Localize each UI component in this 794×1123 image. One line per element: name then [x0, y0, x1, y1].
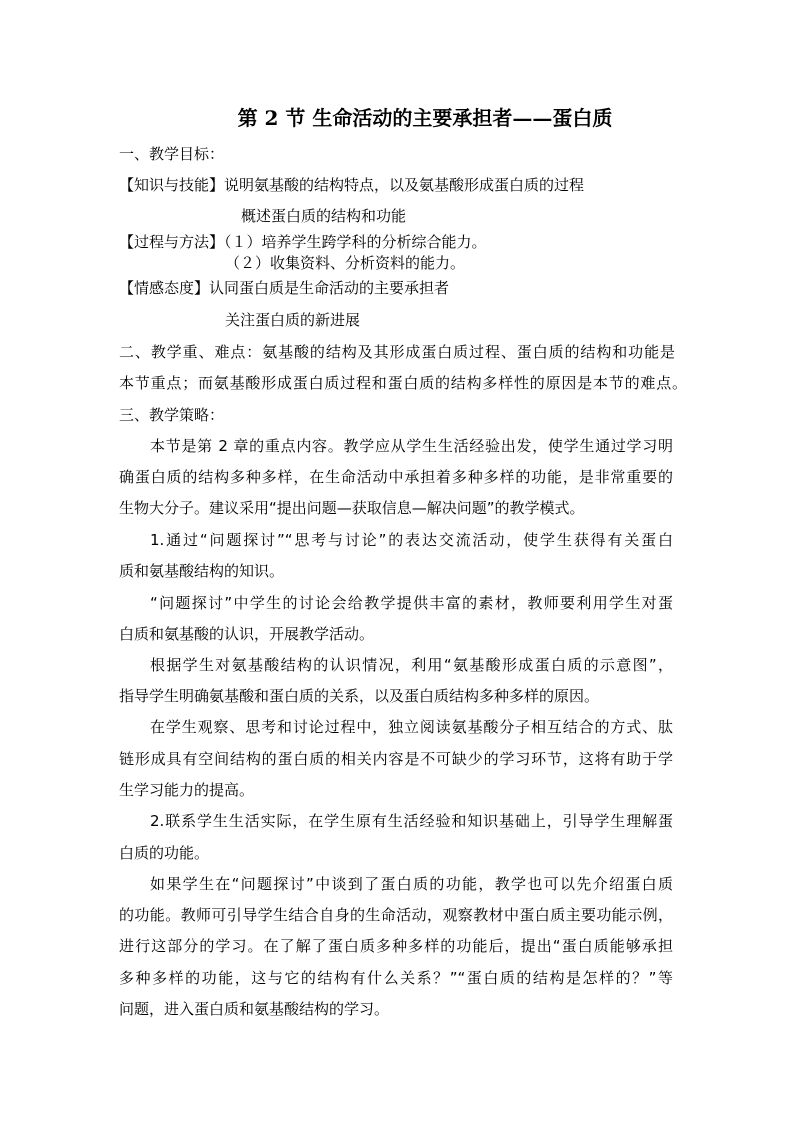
paragraph-line: 在学生观察、思考和讨论过程中，独立阅读氨基酸分子相互结合的方式、肽 — [150, 718, 673, 736]
paragraph-line: 的功能。教师可引导学生结合自身的生命活动，观察教材中蛋白质主要功能示例， — [119, 906, 673, 924]
paragraph-line: 进行这部分的学习。在了解了蛋白质多种多样的功能后，提出“蛋白质能够承担 — [119, 937, 673, 955]
emotion-attitude-item: 关注蛋白质的新进展 — [225, 311, 361, 329]
knowledge-skills-label: 【知识与技能】 — [119, 176, 225, 194]
emotion-attitude-line — [119, 277, 449, 299]
document-title: 第 2 节 生命活动的主要承担者——蛋白质 — [237, 106, 613, 130]
paragraph-line: 2.联系学生生活实际，在学生原有生活经验和知识基础上，引导学生理解蛋 — [150, 812, 673, 830]
knowledge-skills-item: 说明氨基酸的结构特点，以及氨基酸形成蛋白质的过程 — [224, 176, 585, 194]
paragraph-line: 质和氨基酸结构的知识。 — [119, 562, 285, 580]
paragraph-line: “问题探讨”中学生的讨论会给教学提供丰富的素材，教师要利用学生对蛋 — [150, 594, 673, 612]
paragraph-line: 如果学生在“问题探讨”中谈到了蛋白质的功能，教学也可以先介绍蛋白质 — [150, 875, 673, 893]
paragraph-line: 确蛋白质的结构多种多样，在生命活动中承担着多种多样的功能，是非常重要的 — [119, 468, 673, 486]
section-heading-strategy: 三、教学策略： — [119, 406, 225, 424]
process-methods-label: 【过程与方法】 — [119, 233, 225, 251]
emotion-attitude-item: 认同蛋白质是生命活动的主要承担者 — [209, 279, 450, 297]
process-methods-line — [119, 231, 487, 253]
paragraph-line: 生学习能力的提高。 — [119, 781, 255, 799]
section-heading-objectives: 一、教学目标： — [119, 145, 225, 163]
emotion-attitude-label: 【情感态度】 — [119, 279, 210, 297]
paragraph-line: 本节是第 2 章的重点内容。教学应从学生生活经验出发，使学生通过学习明 — [150, 437, 673, 455]
paragraph-line: 问题，进入蛋白质和氨基酸结构的学习。 — [119, 1000, 390, 1018]
knowledge-skills-line — [119, 174, 584, 196]
paragraph-line: 白质的功能。 — [119, 844, 210, 862]
paragraph-line: 指导学生明确氨基酸和蛋白质的关系，以及蛋白质结构多种多样的原因。 — [119, 687, 600, 705]
paragraph-line: 白质和氨基酸的认识，开展教学活动。 — [119, 625, 375, 643]
paragraph-line: 链形成具有空间结构的蛋白质的相关内容是不可缺少的学习环节，这将有助于学 — [119, 750, 673, 768]
paragraph-line: 根据学生对氨基酸结构的认识情况，利用“氨基酸形成蛋白质的示意图”， — [150, 656, 673, 674]
key-points-line: 二、教学重、难点：氨基酸的结构及其形成蛋白质过程、蛋白质的结构和功能是 — [119, 343, 675, 361]
key-points-line: 本节重点；而氨基酸形成蛋白质过程和蛋白质的结构多样性的原因是本节的难点。 — [119, 374, 687, 392]
process-methods-item: （２）收集资料、分析资料的能力。 — [225, 254, 466, 272]
paragraph-line: 生物大分子。建议采用“提出问题—获取信息—解决问题”的教学模式。 — [119, 499, 585, 517]
knowledge-skills-item: 概述蛋白质的结构和功能 — [241, 207, 407, 225]
paragraph-line: 多种多样的功能，这与它的结构有什么关系？”“蛋白质的结构是怎样的？”等 — [119, 969, 673, 987]
process-methods-item: （１）培养学生跨学科的分析综合能力。 — [224, 233, 487, 251]
paragraph-line: 1.通过“问题探讨”“思考与讨论”的表达交流活动，使学生获得有关蛋白 — [150, 531, 673, 549]
